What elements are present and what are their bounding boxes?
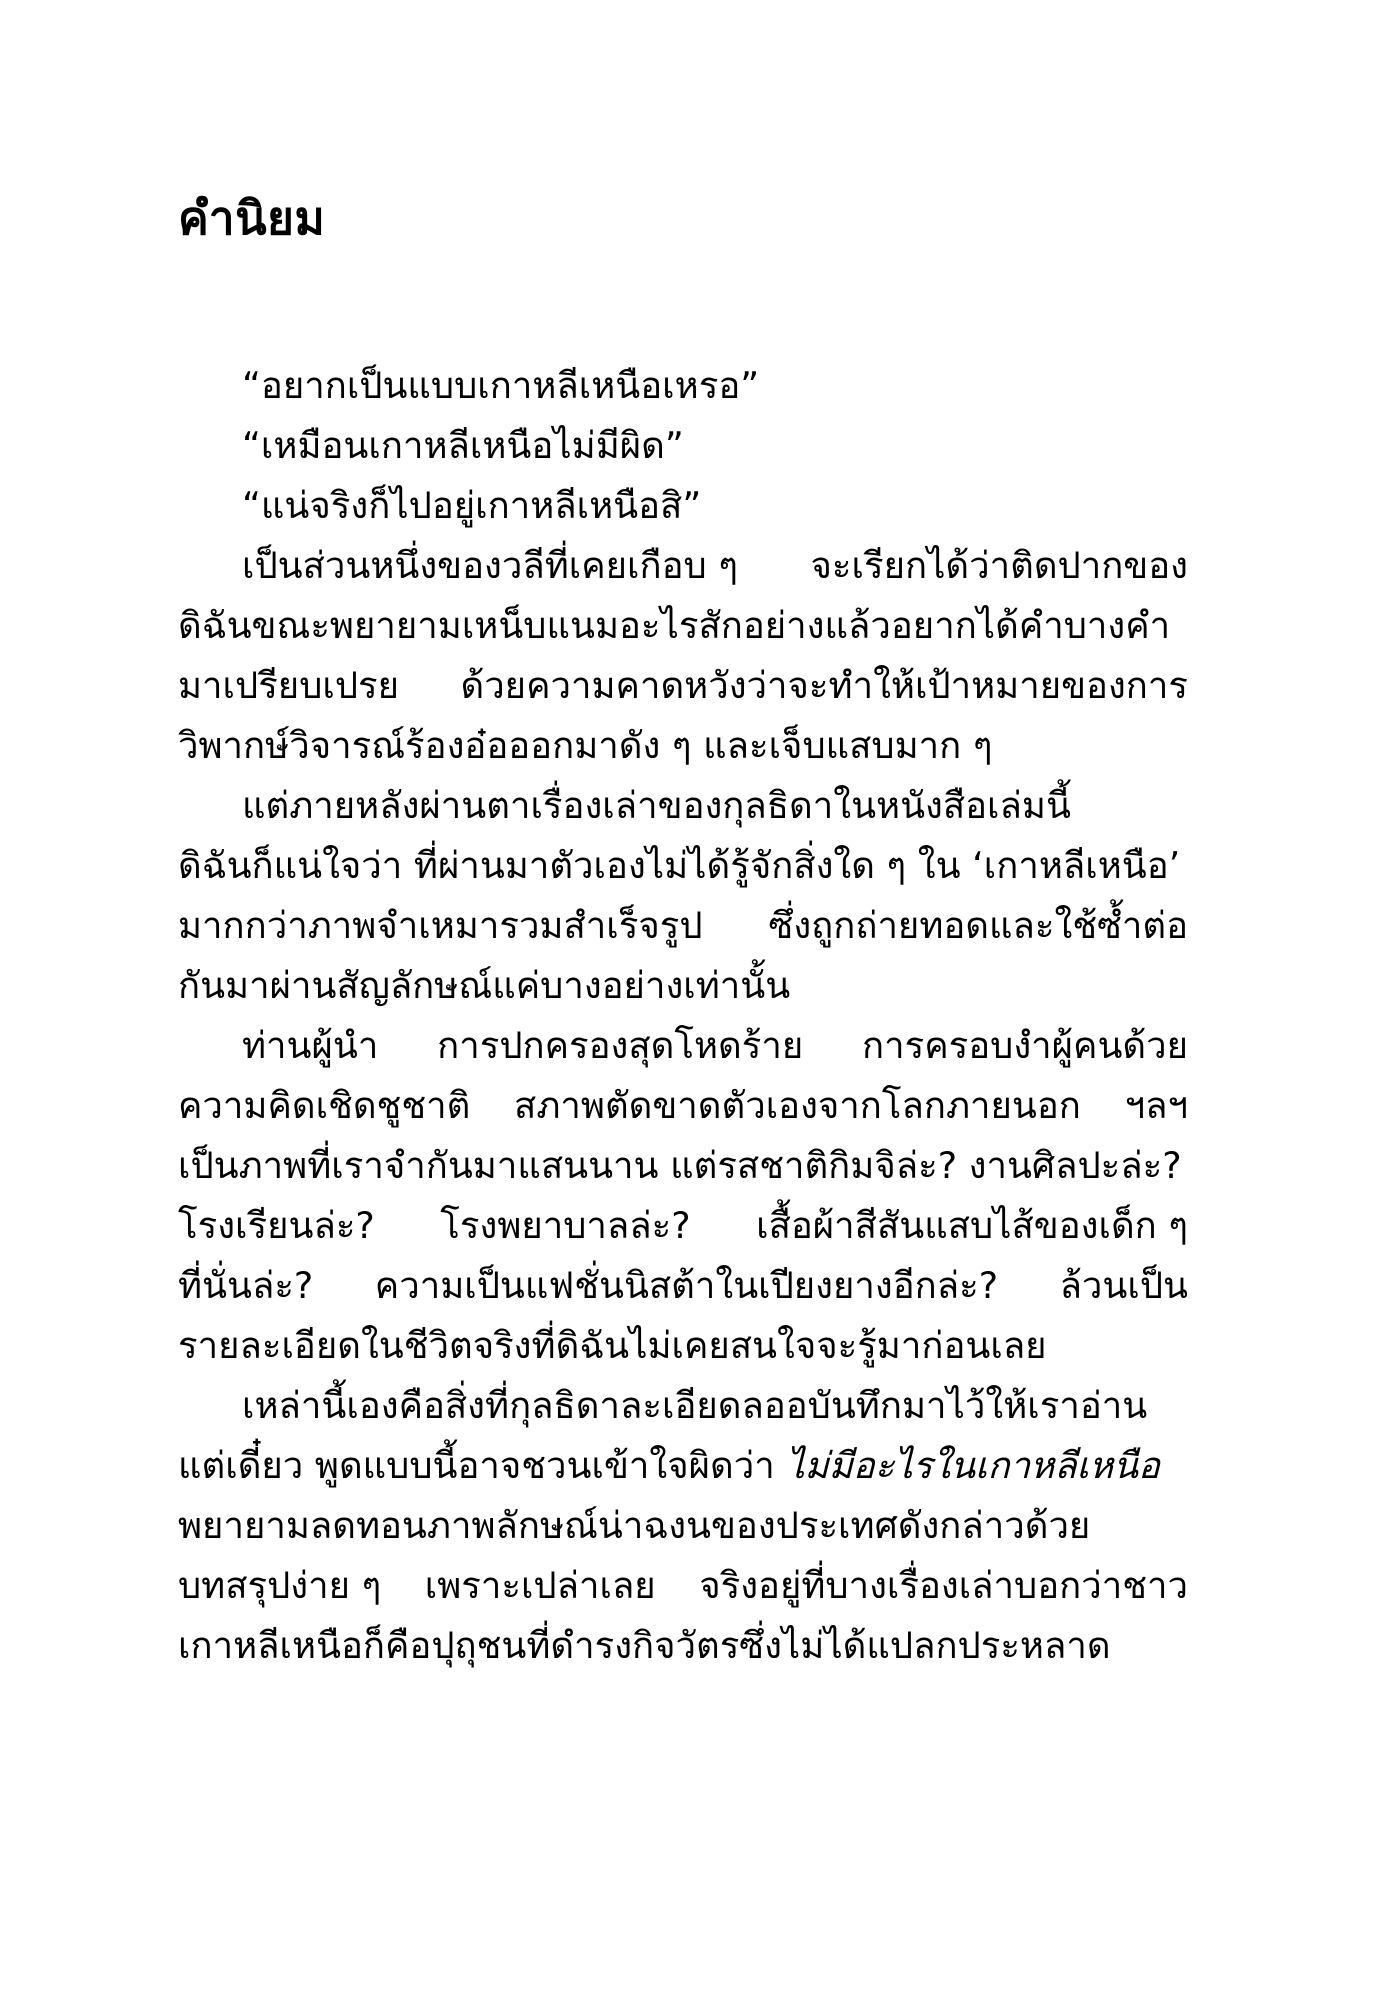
text-line <box>178 656 1188 716</box>
italic-book-title: ไม่มีอะไรในเกาหลีเหนือ <box>786 1444 1160 1487</box>
text-segment: โรงพยาบาลล่ะ? <box>440 1204 691 1247</box>
text-segment: โรงเรียนล่ะ? <box>178 1204 375 1247</box>
text-segment: มาเปรียบเปรย <box>178 664 399 707</box>
text-segment: บทสรุปง่าย ๆ <box>178 1564 382 1607</box>
text-line: วิพากษ์วิจารณ์ร้องอ๋อออกมาดัง ๆ และเจ็บแสบมาก ๆ <box>178 724 993 767</box>
text-line <box>178 536 1188 596</box>
text-line: รายละเอียดในชีวิตจริงที่ดิฉันไม่เคยสนใจจะรู้มาก่อนเลย <box>178 1324 1047 1367</box>
text-segment: เสื้อผ้าสีสันแสบไส้ของเด็ก ๆ <box>756 1204 1188 1247</box>
text-segment: ความคิดเชิดชูชาติ <box>178 1084 471 1127</box>
text-line <box>178 1016 1188 1076</box>
text-segment: ดิฉันก็แน่ใจว่า ที่ผ่านมาตัวเองไม่ได้รู้จักสิ่งใด ๆ ใน ‘เกาหลีเหนือ’ <box>178 844 1181 887</box>
text-line <box>178 596 1188 656</box>
text-segment: ความเป็นแฟชั่นนิสต้าในเปียงยางอีกล่ะ? <box>374 1264 999 1307</box>
text-line <box>178 1496 1188 1556</box>
text-segment: ล้วนเป็น <box>1059 1264 1188 1307</box>
text-line <box>178 1436 1188 1496</box>
text-line <box>178 1616 1188 1676</box>
text-segment: การปกครองสุดโหดร้าย <box>437 1024 804 1067</box>
text-segment: เกาหลีเหนือก็คือปุถุชนที่ดำรงกิจวัตรซึ่งไม่ได้แปลกประหลาด <box>178 1624 1111 1667</box>
text-line <box>178 836 1188 896</box>
foreword-body <box>178 356 1188 1676</box>
text-segment: ดิฉันขณะพยายามเหน็บแนมอะไรสักอย่างแล้วอยากได้คำบางคำ <box>178 604 1171 647</box>
text-segment: เหล่านี้เองคือสิ่งที่กุลธิดาละเอียดลออบันทึกมาไว้ให้เราอ่าน <box>242 1384 1148 1427</box>
text-segment: ซึ่งถูกถ่ายทอดและใช้ซ้ำต่อ <box>768 904 1188 947</box>
text-segment: เป็นภาพที่เราจำกันมาแสนนาน แต่รสชาติกิมจิล่ะ? งานศิลปะล่ะ? <box>178 1144 1182 1187</box>
text-segment: เป็นส่วนหนึ่งของวลีที่เคยเกือบ ๆ <box>242 544 738 587</box>
text-line <box>178 1076 1188 1136</box>
text-segment: เพราะเปล่าเลย <box>424 1564 656 1607</box>
text-segment: มากกว่าภาพจำเหมารวมสำเร็จรูป <box>178 904 703 947</box>
quote-line-2: “เหมือนเกาหลีเหนือไม่มีผิด” <box>242 424 684 467</box>
quote-line-1: “อยากเป็นแบบเกาหลีเหนือเหรอ” <box>242 364 760 407</box>
text-segment: จะเรียกได้ว่าติดปากของ <box>810 544 1188 587</box>
text-line: กันมาผ่านสัญลักษณ์แค่บางอย่างเท่านั้น <box>178 964 791 1007</box>
text-line <box>178 1256 1188 1316</box>
text-line <box>178 1136 1188 1196</box>
text-segment: แต่ภายหลังผ่านตาเรื่องเล่าของกุลธิดาในหนังสือเล่มนี้ <box>242 784 1071 827</box>
text-segment: จริงอยู่ที่บางเรื่องเล่าบอกว่าชาว <box>699 1564 1188 1607</box>
text-segment: ฯลฯ <box>1124 1084 1188 1127</box>
text-line <box>178 1556 1188 1616</box>
section-heading: คำนิยม <box>178 191 326 245</box>
text-segment: ท่านผู้นำ <box>242 1024 379 1067</box>
quote-line-3: “แน่จริงก็ไปอยู่เกาหลีเหนือสิ” <box>242 484 702 527</box>
text-line <box>178 896 1188 956</box>
text-segment: พยายามลดทอนภาพลักษณ์น่าฉงนของประเทศดังกล่าวด้วย <box>178 1504 1091 1547</box>
text-segment: แต่เดี๋ยว พูดแบบนี้อาจชวนเข้าใจผิดว่า <box>178 1444 787 1487</box>
text-segment: ที่นั่นล่ะ? <box>178 1264 314 1307</box>
text-segment: สภาพตัดขาดตัวเองจากโลกภายนอก <box>514 1084 1081 1127</box>
text-line <box>178 1376 1188 1436</box>
text-segment: การครอบงำผู้คนด้วย <box>862 1024 1188 1067</box>
text-line <box>178 1196 1188 1256</box>
text-segment: ด้วยความคาดหวังว่าจะทำให้เป้าหมายของการ <box>460 664 1188 707</box>
text-line <box>178 776 1188 836</box>
